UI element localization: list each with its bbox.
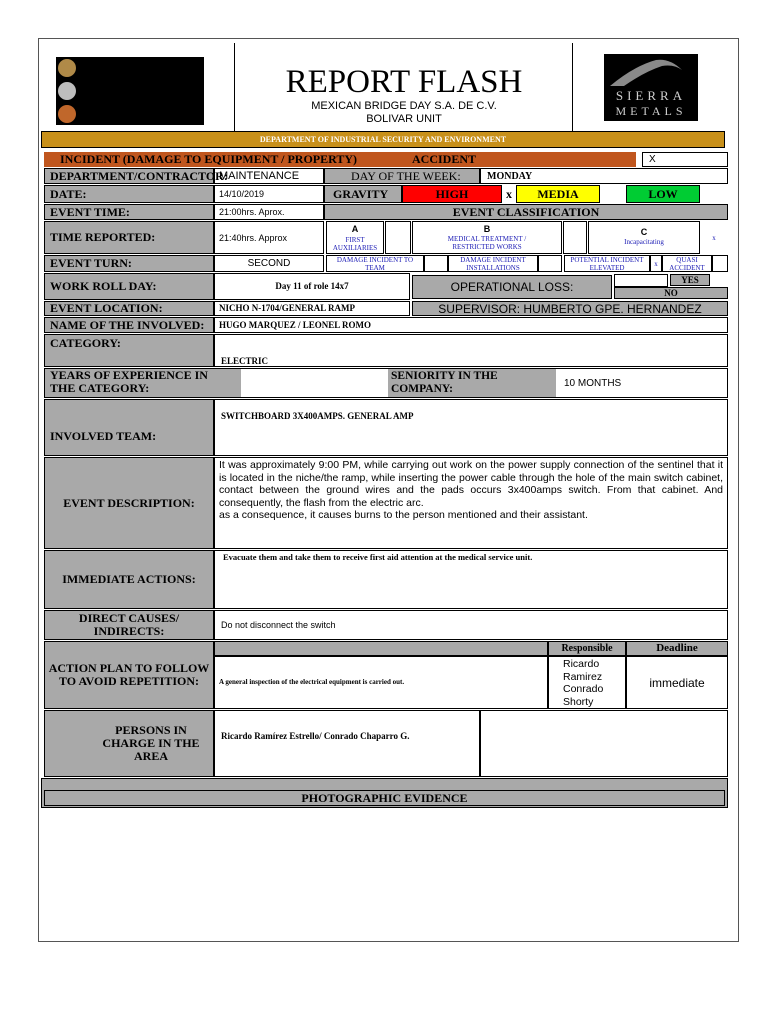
work-roll-label: WORK ROLL DAY: (44, 273, 214, 300)
involved-name-label: NAME OF THE INVOLVED: (44, 317, 214, 333)
op-loss-no: NO (614, 287, 728, 299)
action-plan-value-cell (214, 656, 548, 709)
header-right-divider (572, 43, 573, 131)
work-roll-value: Day 11 of role 14x7 (214, 273, 410, 300)
quasi-cell: QUASI ACCIDENT (662, 255, 712, 272)
class-c-cell (588, 221, 700, 254)
sierra-metals-logo (604, 54, 698, 121)
gravity-media: MEDIA (516, 185, 600, 203)
direct-causes-value: Do not disconnect the switch (214, 610, 728, 640)
time-reported-value: 21:40hrs. Approx (214, 221, 324, 254)
event-description-label: EVENT DESCRIPTION: (44, 457, 214, 549)
immediate-actions-label: IMMEDIATE ACTIONS: (44, 550, 214, 609)
responsible-value: Ricardo Ramirez Conrado Shorty (548, 656, 626, 709)
responsible-label: Responsible (548, 641, 626, 656)
photo-evidence-label: PHOTOGRAPHIC EVIDENCE (44, 790, 725, 806)
action-plan-label: ACTION PLAN TO FOLLOW TO AVOID REPETITION: (44, 641, 214, 709)
persons-in-charge-label: PERSONS IN CHARGE IN THE AREA (44, 710, 214, 777)
involved-name-value: HUGO MARQUEZ / LEONEL ROMO (214, 317, 728, 333)
unit-name: BOLIVAR UNIT (366, 113, 442, 125)
supervisor-label: SUPERVISOR: HUMBERTO GPE. HERNANDEZ (412, 301, 728, 316)
immediate-actions-value: Evacuate them and take them to receive first aid attention at the medical service unit. (214, 550, 728, 609)
accident-label: ACCIDENT (406, 152, 636, 167)
experience-label: YEARS OF EXPERIENCE IN THE CATEGORY: (45, 369, 241, 397)
operational-loss-label: OPERATIONAL LOSS: (412, 275, 612, 299)
potential-cell: POTENTIAL INCIDENT ELEVATED (564, 255, 650, 272)
seniority-value: 10 MONTHS (564, 377, 622, 389)
logo-dot-copper (58, 105, 76, 123)
gravity-high: HIGH (402, 185, 502, 203)
event-description-text2: as a consequence, it causes burns to the person mentioned and their assistant. (219, 509, 588, 521)
action-plan-header-bar (214, 641, 548, 656)
action-plan-value: A general inspection of the electrical equipment is carried out. (219, 678, 405, 686)
gravity-label: GRAVITY (324, 185, 402, 203)
class-a-letter: A (351, 224, 359, 234)
event-location-value: NICHO N-1704/GENERAL RAMP (214, 301, 410, 316)
logo-dot-silver (58, 82, 76, 100)
event-turn-label: EVENT TURN: (44, 255, 214, 272)
gravity-high-mark: x (506, 186, 512, 201)
damage-install-cell: DAMAGE INCIDENT INSTALLATIONS (448, 255, 538, 272)
class-b-check (563, 221, 587, 254)
class-c-mark: x (712, 233, 716, 242)
class-b-letter: B (483, 224, 491, 234)
op-loss-yes: YES (670, 274, 710, 286)
event-classification-label: EVENT CLASSIFICATION (324, 204, 728, 220)
event-time-label: EVENT TIME: (44, 204, 214, 220)
event-turn-value: SECOND (214, 255, 324, 272)
involved-team-value: SWITCHBOARD 3X400AMPS. GENERAL AMP (214, 399, 728, 456)
incident-label: INCIDENT (DAMAGE TO EQUIPMENT / PROPERTY) (44, 152, 406, 167)
department-label: DEPARTMENT/CONTRACTOR: (44, 168, 214, 184)
event-description-box (214, 457, 728, 549)
deadline-value: immediate (626, 656, 728, 709)
department-bar: DEPARTMENT OF INDUSTRIAL SECURITY AND ENVIRONMENT (41, 131, 725, 148)
mountain-icon (604, 56, 698, 92)
class-a-cell (326, 221, 384, 254)
event-location-label: EVENT LOCATION: (44, 301, 214, 316)
op-loss-check (614, 274, 668, 287)
date-label: DATE: (44, 185, 214, 203)
time-reported-label: TIME REPORTED: (44, 221, 214, 254)
day-of-week-value: MONDAY (480, 168, 728, 184)
class-c-letter: C (640, 227, 648, 237)
category-value: ELECTRIC (214, 334, 728, 367)
day-of-week-label: DAY OF THE WEEK: (324, 168, 480, 184)
logo-dot-gold (58, 59, 76, 77)
damage-team-check (424, 255, 448, 272)
class-c-text: Incapacitating (624, 238, 664, 246)
logo-right-line1: SIERRA (615, 88, 687, 103)
direct-causes-label: DIRECT CAUSES/ INDIRECTS: (44, 610, 214, 640)
seniority-label: SENIORITY IN THE COMPANY: (388, 369, 556, 397)
company-logo-left (56, 57, 204, 125)
event-description-text: It was approximately 9:00 PM, while carrying out work on the power supply connection of the sentinel that it is located in the niche/the ramp, while inserting the power cable through the hole of the main switch cabinet, contact between the ground wires and the pads occurs 3x400amps switch. From that cabinet. And consequently, the flash from the electric arc. (219, 459, 723, 509)
quasi-check (712, 255, 728, 272)
report-title: REPORT FLASH (285, 64, 523, 100)
persons-in-charge-value: Ricardo Ramírez Estrello/ Conrado Chaparro G. (214, 710, 480, 777)
company-name: MEXICAN BRIDGE DAY S.A. DE C.V. (311, 100, 497, 112)
event-time-value: 21:00hrs. Aprox. (214, 204, 324, 220)
class-b-text: MEDICAL TREATMENT / RESTRICTED WORKS (447, 235, 527, 251)
category-label: CATEGORY: (44, 334, 214, 367)
involved-team-label: INVOLVED TEAM: (44, 399, 214, 456)
date-value: 14/10/2019 (214, 185, 324, 203)
gravity-low: LOW (626, 185, 700, 203)
class-b-cell (412, 221, 562, 254)
persons-signature-cell (480, 710, 728, 777)
logo-right-line2: METALS (615, 104, 687, 118)
class-a-text: FIRST AUXILIARIES (332, 236, 378, 252)
damage-team-cell: DAMAGE INCIDENT TO TEAM (326, 255, 424, 272)
accident-mark: X (642, 152, 728, 167)
department-value: MAINTENANCE (214, 168, 324, 184)
potential-mark: x (650, 255, 662, 272)
class-a-check (385, 221, 411, 254)
deadline-label: Deadline (626, 641, 728, 656)
damage-install-check (538, 255, 562, 272)
